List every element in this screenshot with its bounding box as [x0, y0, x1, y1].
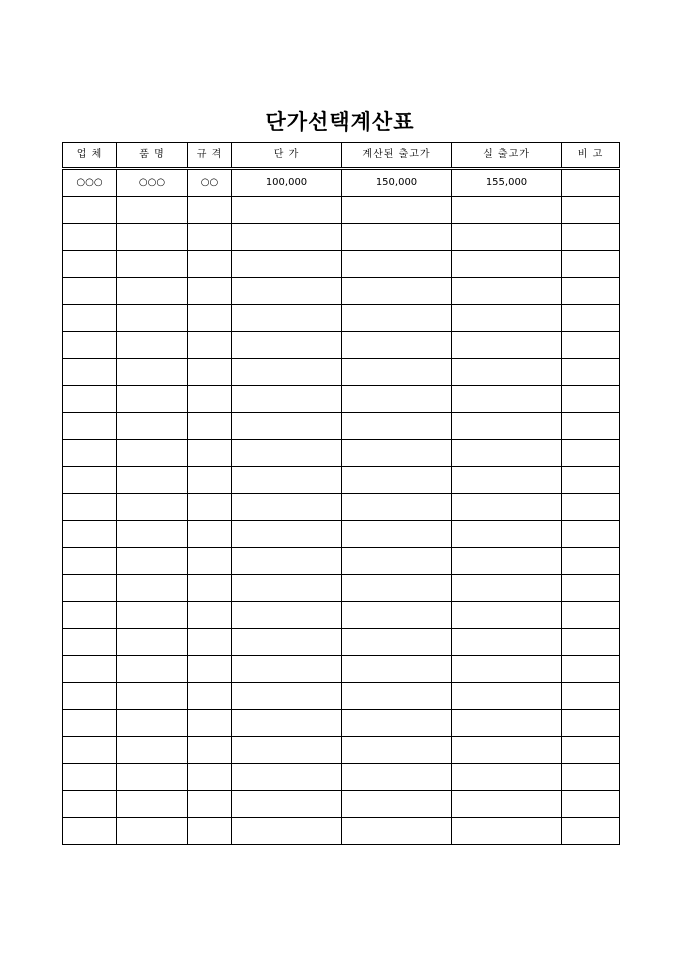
cell-spec: ○○	[188, 169, 232, 197]
cell-remarks	[562, 818, 620, 845]
document-title: 단가선택계산표	[265, 110, 415, 134]
cell-calculated-price	[342, 440, 452, 467]
cell-calculated-price	[342, 413, 452, 440]
cell-unit-price	[232, 710, 342, 737]
cell-company	[63, 575, 117, 602]
cell-spec	[188, 305, 232, 332]
cell-unit-price	[232, 332, 342, 359]
cell-product-name	[117, 467, 188, 494]
cell-actual-price	[452, 440, 562, 467]
cell-company	[63, 602, 117, 629]
cell-remarks	[562, 224, 620, 251]
table-row	[63, 251, 620, 278]
table-row	[63, 791, 620, 818]
cell-actual-price	[452, 224, 562, 251]
cell-unit-price	[232, 413, 342, 440]
header-spec: 규 격	[188, 143, 232, 169]
cell-product-name	[117, 251, 188, 278]
cell-actual-price	[452, 737, 562, 764]
cell-calculated-price: 150,000	[342, 169, 452, 197]
cell-remarks	[562, 305, 620, 332]
cell-calculated-price	[342, 197, 452, 224]
cell-unit-price	[232, 197, 342, 224]
cell-spec	[188, 791, 232, 818]
cell-company	[63, 683, 117, 710]
cell-unit-price	[232, 467, 342, 494]
table-row	[63, 764, 620, 791]
table-row	[63, 494, 620, 521]
cell-actual-price	[452, 764, 562, 791]
table-row	[63, 737, 620, 764]
cell-remarks	[562, 251, 620, 278]
cell-calculated-price	[342, 548, 452, 575]
cell-remarks	[562, 278, 620, 305]
cell-remarks	[562, 737, 620, 764]
cell-actual-price	[452, 413, 562, 440]
cell-spec	[188, 440, 232, 467]
cell-company	[63, 656, 117, 683]
cell-unit-price	[232, 791, 342, 818]
cell-calculated-price	[342, 494, 452, 521]
table-row	[63, 413, 620, 440]
cell-remarks	[562, 575, 620, 602]
cell-product-name	[117, 332, 188, 359]
cell-remarks	[562, 791, 620, 818]
cell-remarks	[562, 764, 620, 791]
cell-remarks	[562, 548, 620, 575]
cell-spec	[188, 494, 232, 521]
table-row	[63, 656, 620, 683]
cell-actual-price	[452, 386, 562, 413]
table-row	[63, 440, 620, 467]
cell-product-name: ○○○	[117, 169, 188, 197]
header-actual-price: 실 출고가	[452, 143, 562, 169]
cell-calculated-price	[342, 332, 452, 359]
cell-product-name	[117, 386, 188, 413]
cell-company	[63, 629, 117, 656]
cell-calculated-price	[342, 575, 452, 602]
cell-remarks	[562, 683, 620, 710]
table-row	[63, 818, 620, 845]
cell-remarks	[562, 440, 620, 467]
cell-unit-price	[232, 494, 342, 521]
cell-calculated-price	[342, 791, 452, 818]
cell-actual-price	[452, 359, 562, 386]
cell-spec	[188, 818, 232, 845]
cell-remarks	[562, 386, 620, 413]
cell-product-name	[117, 224, 188, 251]
cell-actual-price	[452, 710, 562, 737]
cell-product-name	[117, 575, 188, 602]
cell-calculated-price	[342, 386, 452, 413]
cell-spec	[188, 251, 232, 278]
cell-company	[63, 413, 117, 440]
table-row	[63, 602, 620, 629]
table-row	[63, 386, 620, 413]
cell-actual-price	[452, 629, 562, 656]
cell-product-name	[117, 683, 188, 710]
cell-product-name	[117, 629, 188, 656]
cell-remarks	[562, 359, 620, 386]
cell-calculated-price	[342, 224, 452, 251]
cell-product-name	[117, 791, 188, 818]
cell-unit-price	[232, 224, 342, 251]
cell-calculated-price	[342, 602, 452, 629]
table-row	[63, 467, 620, 494]
table-row	[63, 521, 620, 548]
cell-company	[63, 278, 117, 305]
cell-remarks	[562, 467, 620, 494]
cell-remarks	[562, 494, 620, 521]
cell-unit-price	[232, 548, 342, 575]
cell-company	[63, 548, 117, 575]
cell-unit-price	[232, 359, 342, 386]
cell-product-name	[117, 737, 188, 764]
cell-unit-price	[232, 602, 342, 629]
cell-actual-price	[452, 467, 562, 494]
table-row	[63, 575, 620, 602]
cell-unit-price	[232, 278, 342, 305]
cell-unit-price	[232, 656, 342, 683]
cell-spec	[188, 332, 232, 359]
cell-unit-price	[232, 575, 342, 602]
cell-spec	[188, 197, 232, 224]
header-unit-price: 단 가	[232, 143, 342, 169]
cell-company	[63, 764, 117, 791]
cell-spec	[188, 224, 232, 251]
header-row	[63, 143, 620, 169]
cell-company	[63, 818, 117, 845]
cell-company	[63, 494, 117, 521]
cell-product-name	[117, 197, 188, 224]
cell-company	[63, 305, 117, 332]
cell-unit-price	[232, 440, 342, 467]
cell-calculated-price	[342, 359, 452, 386]
table-row	[63, 278, 620, 305]
cell-remarks	[562, 332, 620, 359]
cell-company	[63, 440, 117, 467]
cell-spec	[188, 278, 232, 305]
cell-calculated-price	[342, 818, 452, 845]
cell-actual-price	[452, 251, 562, 278]
cell-spec	[188, 602, 232, 629]
cell-company	[63, 467, 117, 494]
cell-unit-price: 100,000	[232, 169, 342, 197]
cell-product-name	[117, 764, 188, 791]
cell-unit-price	[232, 764, 342, 791]
table-row	[63, 224, 620, 251]
cell-calculated-price	[342, 656, 452, 683]
cell-product-name	[117, 548, 188, 575]
cell-spec	[188, 656, 232, 683]
cell-actual-price	[452, 575, 562, 602]
cell-company	[63, 251, 117, 278]
cell-product-name	[117, 359, 188, 386]
cell-spec	[188, 359, 232, 386]
cell-spec	[188, 413, 232, 440]
cell-spec	[188, 710, 232, 737]
cell-company	[63, 359, 117, 386]
cell-actual-price	[452, 602, 562, 629]
table-body	[63, 169, 620, 845]
cell-actual-price	[452, 332, 562, 359]
cell-calculated-price	[342, 764, 452, 791]
cell-unit-price	[232, 629, 342, 656]
table-row	[63, 359, 620, 386]
cell-unit-price	[232, 683, 342, 710]
table-row	[63, 197, 620, 224]
cell-product-name	[117, 602, 188, 629]
price-selection-table	[62, 142, 620, 845]
cell-company	[63, 197, 117, 224]
cell-calculated-price	[342, 710, 452, 737]
cell-company: ○○○	[63, 169, 117, 197]
cell-product-name	[117, 656, 188, 683]
cell-calculated-price	[342, 251, 452, 278]
cell-actual-price	[452, 197, 562, 224]
cell-company	[63, 710, 117, 737]
cell-unit-price	[232, 521, 342, 548]
cell-actual-price	[452, 656, 562, 683]
cell-actual-price	[452, 278, 562, 305]
cell-remarks	[562, 413, 620, 440]
table-row	[63, 332, 620, 359]
cell-product-name	[117, 305, 188, 332]
cell-spec	[188, 629, 232, 656]
cell-spec	[188, 548, 232, 575]
cell-product-name	[117, 521, 188, 548]
cell-remarks	[562, 656, 620, 683]
cell-remarks	[562, 629, 620, 656]
cell-unit-price	[232, 251, 342, 278]
cell-product-name	[117, 278, 188, 305]
cell-spec	[188, 737, 232, 764]
cell-actual-price	[452, 683, 562, 710]
cell-actual-price: 155,000	[452, 169, 562, 197]
cell-spec	[188, 467, 232, 494]
cell-company	[63, 386, 117, 413]
cell-company	[63, 332, 117, 359]
cell-calculated-price	[342, 683, 452, 710]
cell-unit-price	[232, 305, 342, 332]
cell-remarks	[562, 602, 620, 629]
cell-remarks	[562, 197, 620, 224]
table-row	[63, 169, 620, 197]
header-product-name: 품 명	[117, 143, 188, 169]
cell-product-name	[117, 710, 188, 737]
table-row	[63, 629, 620, 656]
cell-actual-price	[452, 791, 562, 818]
header-calculated-price: 계산된 출고가	[342, 143, 452, 169]
cell-calculated-price	[342, 305, 452, 332]
cell-spec	[188, 683, 232, 710]
cell-spec	[188, 575, 232, 602]
cell-unit-price	[232, 737, 342, 764]
cell-actual-price	[452, 548, 562, 575]
cell-product-name	[117, 818, 188, 845]
cell-remarks	[562, 169, 620, 197]
table-row	[63, 548, 620, 575]
cell-company	[63, 791, 117, 818]
cell-product-name	[117, 440, 188, 467]
cell-calculated-price	[342, 629, 452, 656]
table-row	[63, 710, 620, 737]
cell-calculated-price	[342, 278, 452, 305]
header-remarks: 비 고	[562, 143, 620, 169]
cell-unit-price	[232, 818, 342, 845]
cell-actual-price	[452, 305, 562, 332]
cell-company	[63, 224, 117, 251]
cell-actual-price	[452, 494, 562, 521]
cell-unit-price	[232, 386, 342, 413]
cell-calculated-price	[342, 737, 452, 764]
cell-product-name	[117, 494, 188, 521]
cell-calculated-price	[342, 521, 452, 548]
cell-spec	[188, 764, 232, 791]
cell-spec	[188, 521, 232, 548]
table-row	[63, 683, 620, 710]
cell-calculated-price	[342, 467, 452, 494]
header-company: 업 체	[63, 143, 117, 169]
cell-actual-price	[452, 521, 562, 548]
table-row	[63, 305, 620, 332]
cell-product-name	[117, 413, 188, 440]
cell-company	[63, 521, 117, 548]
cell-remarks	[562, 521, 620, 548]
cell-company	[63, 737, 117, 764]
cell-spec	[188, 386, 232, 413]
cell-actual-price	[452, 818, 562, 845]
cell-remarks	[562, 710, 620, 737]
